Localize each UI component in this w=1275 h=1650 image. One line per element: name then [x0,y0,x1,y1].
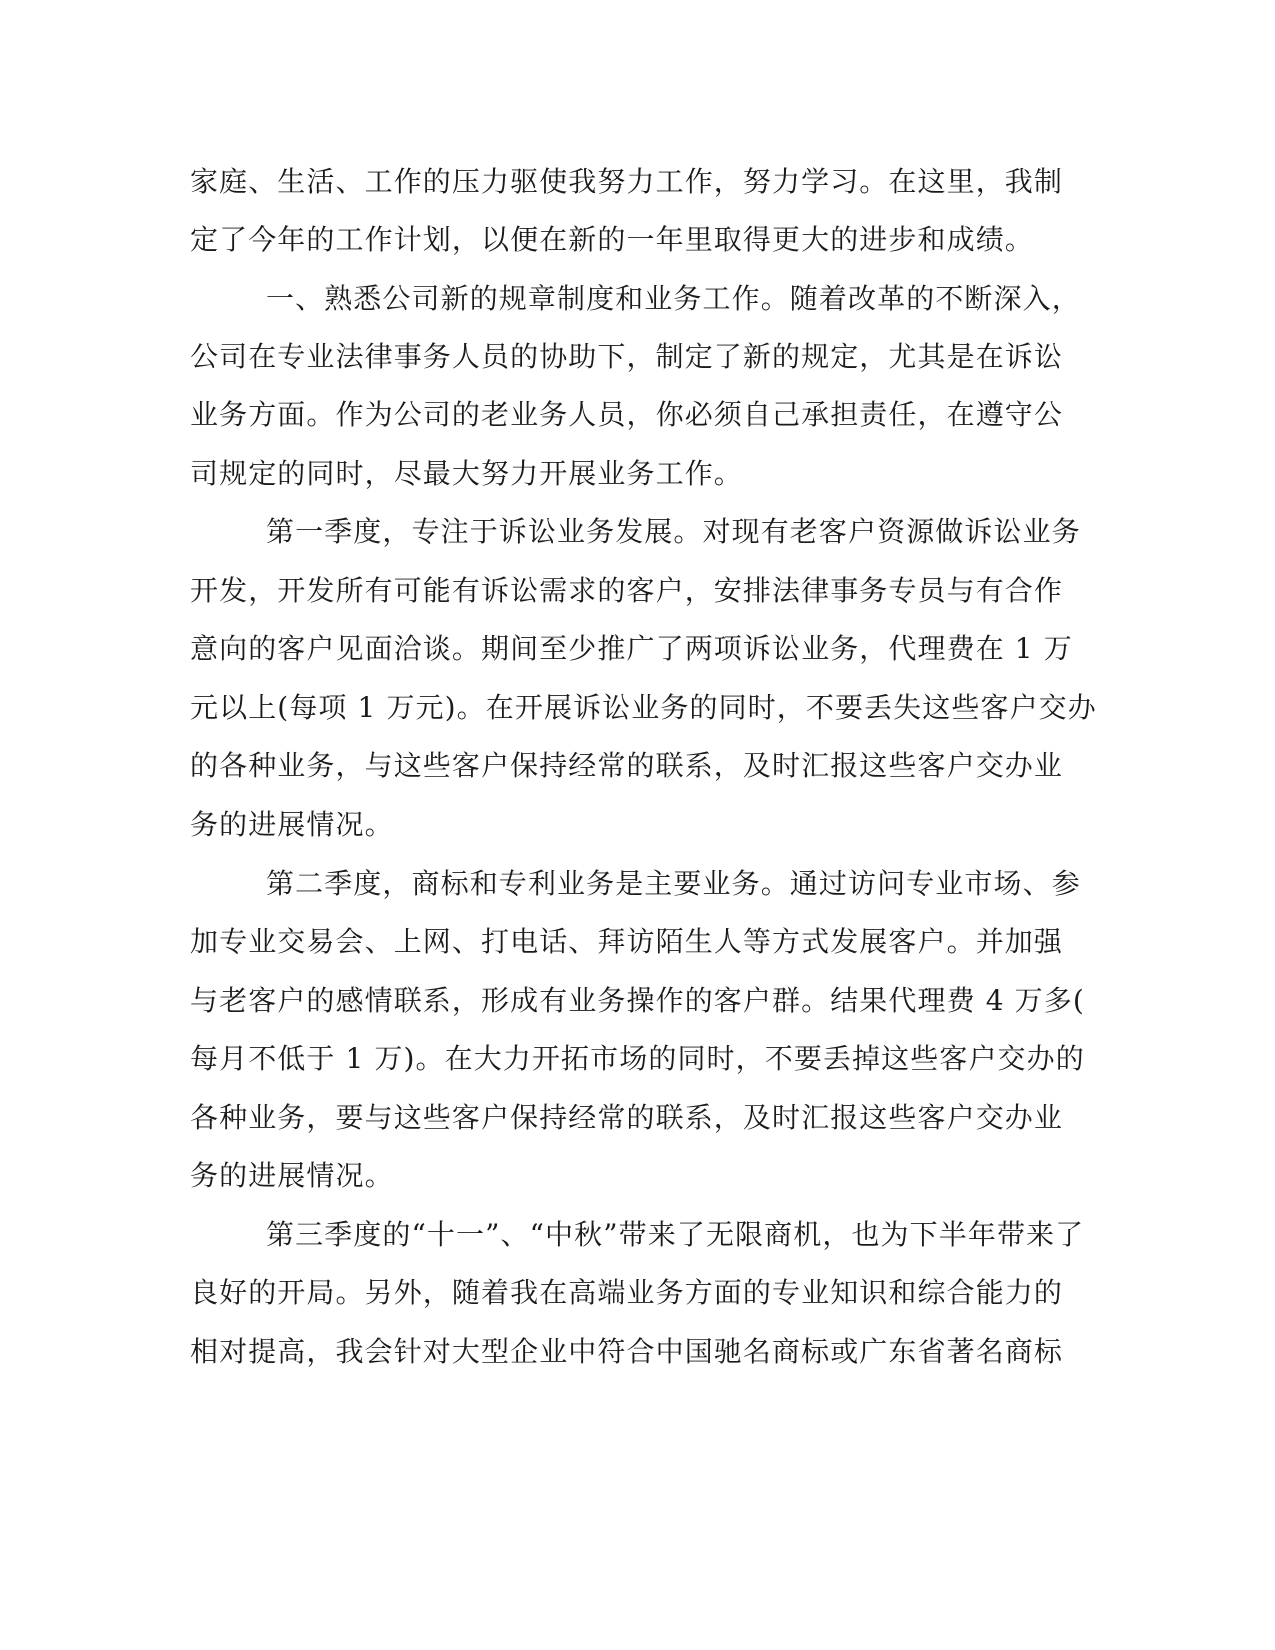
text-line: 一、熟悉公司新的规章制度和业务工作。随着改革的不断深入， [266,282,1081,315]
text-line: 司规定的同时，尽最大努力开展业务工作。 [190,457,743,490]
text-line: 公司在专业法律事务人员的协助下，制定了新的规定，尤其是在诉讼 [190,340,1064,373]
text-line: 每月不低于 1 万)。在大力开拓市场的同时，不要丢掉这些客户交办的 [190,1042,1085,1075]
text-line: 定了今年的工作计划，以便在新的一年里取得更大的进步和成绩。 [190,223,1034,256]
text-line: 务的进展情况。 [190,1159,394,1192]
text-line: 业务方面。作为公司的老业务人员，你必须自己承担责任，在遵守公 [190,398,1064,431]
text-line: 元以上(每项 1 万元)。在开展诉讼业务的同时，不要丢失这些客户交办 [190,691,1097,724]
text-line: 意向的客户见面洽谈。期间至少推广了两项诉讼业务，代理费在 1 万 [190,632,1073,665]
text-line: 第二季度，商标和专利业务是主要业务。通过访问专业市场、参 [266,867,1081,900]
text-line: 与老客户的感情联系，形成有业务操作的客户群。结果代理费 4 万多( [190,984,1085,1017]
text-line: 各种业务，要与这些客户保持经常的联系，及时汇报这些客户交办业 [190,1101,1064,1134]
text-line: 良好的开局。另外，随着我在高端业务方面的专业知识和综合能力的 [190,1276,1064,1309]
text-line: 的各种业务，与这些客户保持经常的联系，及时汇报这些客户交办业 [190,749,1064,782]
text-line: 加专业交易会、上网、打电话、拜访陌生人等方式发展客户。并加强 [190,925,1064,958]
text-line: 开发，开发所有可能有诉讼需求的客户，安排法律事务专员与有合作 [190,574,1064,607]
text-line: 第三季度的“十一”、“中秋”带来了无限商机，也为下半年带来了 [266,1218,1085,1251]
text-line: 相对提高，我会针对大型企业中符合中国驰名商标或广东省著名商标 [190,1335,1064,1368]
text-line: 家庭、生活、工作的压力驱使我努力工作，努力学习。在这里，我制 [190,165,1064,198]
text-line: 第一季度，专注于诉讼业务发展。对现有老客户资源做诉讼业务 [266,515,1081,548]
text-line: 务的进展情况。 [190,808,394,841]
